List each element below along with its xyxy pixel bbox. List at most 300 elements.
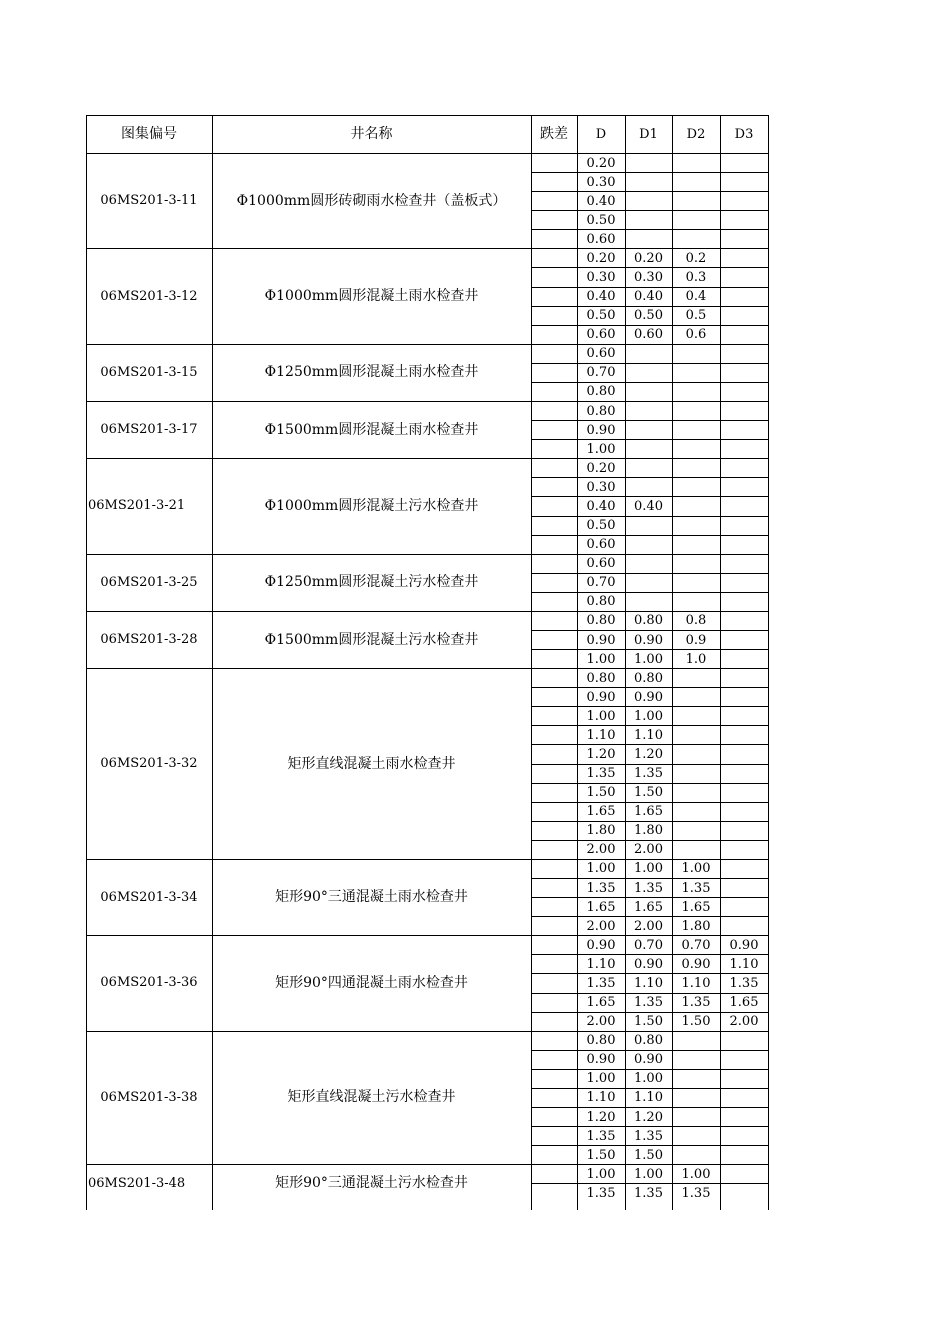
grid-line-horizontal: [531, 1126, 769, 1127]
grid-line-horizontal: [531, 1012, 769, 1013]
value-cell-d1: 2.00: [634, 918, 663, 934]
value-cell-d1: 1.65: [634, 804, 663, 820]
grid-line-horizontal: [531, 840, 769, 841]
value-cell-d2: [672, 803, 720, 821]
value-cell-d1: [625, 555, 672, 573]
grid-line-horizontal: [531, 744, 769, 745]
value-cell-d2: [672, 574, 720, 592]
value-cell-d3: [720, 669, 768, 687]
value-cell-d2: 0.2: [685, 250, 707, 266]
value-cell-d2: [672, 440, 720, 458]
value-cell-d: 0.80: [586, 670, 616, 686]
value-cell-d3: [720, 745, 768, 763]
value-cell-d2: [672, 1032, 720, 1050]
value-cell-d: 0.80: [586, 594, 616, 610]
value-cell-d2: [672, 192, 720, 210]
value-cell-d3: [720, 1070, 768, 1088]
value-cell-d1: 0.50: [634, 308, 663, 324]
value-cell-d3: [720, 288, 768, 306]
value-cell-d1: 1.50: [634, 1147, 663, 1163]
value-cell-d1: 1.50: [634, 1014, 663, 1030]
value-cell-d2: 1.35: [681, 880, 711, 896]
value-cell-d1: 1.10: [634, 1090, 663, 1106]
value-cell-d3: [720, 307, 768, 325]
value-cell-d: 1.00: [586, 1166, 616, 1182]
well-name: Φ1250mm圆形混凝土雨水检查井: [264, 364, 479, 381]
grid-line-vertical: [212, 153, 213, 1210]
value-cell-d: 0.60: [586, 537, 616, 553]
value-cell-d3: [720, 1108, 768, 1126]
value-cell-d3: [720, 784, 768, 802]
well-name: 矩形90°三通混凝土污水检查井: [275, 1175, 468, 1192]
value-cell-d: 0.20: [586, 155, 616, 171]
drawing-code: 06MS201-3-12: [100, 288, 198, 304]
value-cell-d: 1.20: [586, 747, 616, 762]
value-cell-d3: [720, 497, 768, 515]
value-cell-d1: 1.35: [634, 880, 663, 896]
value-cell-d: 0.30: [586, 270, 616, 285]
value-cell-d3: 1.35: [729, 975, 759, 991]
grid-line-vertical: [625, 153, 626, 1210]
value-cell-d: 1.00: [586, 651, 616, 667]
value-cell-d2: [672, 669, 720, 687]
value-cell-d3: [720, 612, 768, 630]
value-cell-d2: [672, 497, 720, 515]
value-cell-d3: [720, 345, 768, 363]
value-cell-d2: [672, 688, 720, 706]
value-cell-d1: [625, 345, 672, 363]
well-name: Φ1500mm圆形混凝土污水检查井: [264, 631, 479, 648]
value-cell-d2: 1.50: [681, 1014, 711, 1030]
value-cell-d: 0.60: [586, 346, 616, 362]
value-cell-d1: [625, 173, 672, 191]
value-cell-d2: [672, 784, 720, 802]
value-cell-d1: [625, 192, 672, 210]
value-cell-d1: 0.70: [634, 937, 663, 953]
grid-line-vertical: [720, 115, 721, 153]
value-cell-d: 0.80: [586, 384, 616, 400]
value-cell-d3: 2.00: [729, 1014, 759, 1030]
value-cell-d1: 1.35: [634, 766, 663, 782]
value-cell-d: 1.65: [586, 804, 616, 820]
grid-line-horizontal: [531, 420, 769, 421]
value-cell-d1: [625, 154, 672, 172]
value-cell-d2: [672, 345, 720, 363]
value-cell-d: 0.80: [586, 403, 616, 419]
value-cell-d2: 1.35: [681, 1185, 711, 1201]
value-cell-d3: [720, 459, 768, 477]
value-cell-d2: 1.80: [681, 918, 711, 934]
value-cell-d1: 1.00: [634, 651, 663, 667]
value-cell-d1: [625, 211, 672, 229]
well-name: Φ1000mm圆形混凝土雨水检查井: [264, 288, 479, 305]
value-cell-d3: [720, 574, 768, 592]
value-cell-d3: [720, 268, 768, 286]
grid-line-horizontal: [531, 573, 769, 574]
value-cell-d2: [672, 1108, 720, 1126]
well-name: 矩形直线混凝土雨水检查井: [287, 755, 456, 772]
well-name: Φ1500mm圆形混凝土雨水检查井: [264, 421, 479, 438]
grid-line-horizontal: [86, 248, 769, 249]
value-cell-d3: [720, 1127, 768, 1145]
grid-line-horizontal: [531, 783, 769, 784]
value-cell-d2: [672, 1089, 720, 1107]
value-cell-d1: [625, 402, 672, 420]
value-cell-d3: 1.10: [729, 956, 759, 972]
well-name: Φ1000mm圆形混凝土污水检查井: [264, 497, 479, 514]
grid-line-vertical: [86, 153, 87, 1210]
value-cell-d: 0.40: [586, 193, 616, 209]
grid-line-horizontal: [531, 916, 769, 917]
value-cell-d3: [720, 326, 768, 344]
value-cell-d1: 0.80: [634, 670, 663, 686]
value-cell-d2: 0.70: [681, 937, 711, 953]
value-cell-d: 0.20: [586, 250, 616, 266]
header-d3: D3: [734, 126, 754, 142]
value-cell-d3: [720, 536, 768, 554]
grid-line-horizontal: [531, 363, 769, 364]
value-cell-d: 0.60: [586, 327, 616, 343]
value-cell-d1: 0.80: [634, 1033, 663, 1049]
grid-line-vertical: [768, 153, 769, 1210]
value-cell-d: 0.50: [586, 518, 616, 534]
value-cell-d: 0.80: [586, 1033, 616, 1049]
value-cell-d2: 1.00: [681, 1166, 711, 1182]
value-cell-d: 0.90: [586, 937, 616, 953]
value-cell-d1: [625, 478, 672, 496]
grid-line-horizontal: [86, 115, 769, 116]
grid-line-horizontal: [531, 306, 769, 307]
value-cell-d: 1.35: [586, 766, 616, 782]
value-cell-d: 0.60: [586, 556, 616, 572]
value-cell-d2: [672, 421, 720, 439]
value-cell-d: 1.50: [586, 1147, 616, 1163]
value-cell-d1: 1.35: [634, 995, 663, 1011]
value-cell-d3: [720, 383, 768, 401]
value-cell-d1: 2.00: [634, 842, 663, 858]
value-cell-d1: 0.80: [634, 613, 663, 629]
drawing-code: 06MS201-3-25: [100, 574, 198, 590]
grid-line-vertical: [531, 153, 532, 1210]
grid-line-horizontal: [86, 344, 769, 345]
value-cell-d2: [672, 1127, 720, 1145]
value-cell-d3: 1.65: [729, 995, 759, 1011]
grid-line-horizontal: [531, 287, 769, 288]
well-name: 矩形直线混凝土污水检查井: [287, 1089, 456, 1106]
value-cell-d1: [625, 364, 672, 382]
grid-line-horizontal: [531, 973, 769, 974]
value-cell-d3: [720, 898, 768, 916]
value-cell-d3: [720, 478, 768, 496]
value-cell-d: 1.00: [586, 1071, 616, 1087]
grid-line-horizontal: [531, 649, 769, 650]
value-cell-d2: 1.0: [685, 651, 707, 667]
value-cell-d1: [625, 230, 672, 248]
value-cell-d3: [720, 688, 768, 706]
grid-line-horizontal: [531, 954, 769, 955]
value-cell-d: 1.10: [586, 1090, 616, 1106]
value-cell-d1: 1.00: [634, 861, 663, 877]
grid-line-horizontal: [86, 1164, 769, 1165]
value-cell-d: 2.00: [586, 842, 616, 858]
well-name: Φ1000mm圆形砖砌雨水检查井（盖板式）: [236, 192, 507, 209]
grid-line-vertical: [577, 115, 578, 153]
value-cell-d: 1.35: [586, 1185, 616, 1201]
grid-line-horizontal: [531, 897, 769, 898]
value-cell-d1: 0.90: [634, 689, 663, 705]
grid-line-vertical: [672, 115, 673, 153]
value-cell-d3: [720, 249, 768, 267]
value-cell-d: 1.00: [586, 441, 616, 457]
value-cell-d3: [720, 860, 768, 878]
value-cell-d1: 1.35: [634, 1185, 663, 1201]
grid-line-horizontal: [531, 1050, 769, 1051]
grid-line-horizontal: [86, 611, 769, 612]
value-cell-d3: [720, 879, 768, 897]
value-cell-d3: [720, 803, 768, 821]
value-cell-d2: [672, 459, 720, 477]
value-cell-d: 0.60: [586, 231, 616, 247]
well-name: 矩形90°三通混凝土雨水检查井: [275, 889, 468, 906]
value-cell-d2: [672, 841, 720, 859]
value-cell-d: 0.80: [586, 613, 616, 629]
value-cell-d2: 0.9: [685, 632, 707, 648]
value-cell-d1: 0.90: [634, 956, 663, 972]
value-cell-d1: 1.00: [634, 1071, 663, 1087]
grid-line-horizontal: [86, 1031, 769, 1032]
value-cell-d3: [720, 555, 768, 573]
value-cell-d2: [672, 1146, 720, 1164]
value-cell-d3: [720, 154, 768, 172]
value-cell-d3: [720, 364, 768, 382]
grid-line-horizontal: [531, 592, 769, 593]
grid-line-horizontal: [531, 725, 769, 726]
grid-line-horizontal: [531, 687, 769, 688]
value-cell-d: 1.10: [586, 956, 616, 972]
grid-line-horizontal: [531, 878, 769, 879]
value-cell-d2: [672, 593, 720, 611]
drawing-code: 06MS201-3-48: [88, 1175, 186, 1191]
grid-line-horizontal: [531, 802, 769, 803]
value-cell-d2: [672, 1051, 720, 1069]
value-cell-d: 0.90: [586, 632, 616, 648]
grid-line-horizontal: [86, 668, 769, 669]
value-cell-d1: 1.65: [634, 899, 663, 915]
well-name: 矩形90°四通混凝土雨水检查井: [275, 974, 468, 991]
grid-line-horizontal: [531, 229, 769, 230]
grid-line-horizontal: [531, 1183, 769, 1184]
value-cell-d: 0.90: [586, 689, 616, 705]
value-cell-d2: [672, 707, 720, 725]
value-cell-d: 1.00: [586, 708, 616, 724]
value-cell-d: 0.20: [586, 460, 616, 476]
value-cell-d2: [672, 211, 720, 229]
value-cell-d: 0.50: [586, 308, 616, 324]
value-cell-d1: 1.50: [634, 785, 663, 801]
value-cell-d2: 0.6: [685, 327, 707, 343]
grid-line-vertical: [625, 115, 626, 153]
grid-line-vertical: [86, 115, 87, 153]
drawing-code: 06MS201-3-21: [88, 498, 186, 514]
grid-line-horizontal: [531, 191, 769, 192]
value-cell-d1: 0.40: [634, 289, 663, 305]
value-cell-d: 0.90: [586, 422, 616, 438]
grid-line-horizontal: [531, 630, 769, 631]
grid-line-horizontal: [531, 1107, 769, 1108]
value-cell-d: 1.20: [586, 1109, 616, 1125]
value-cell-d: 0.40: [586, 289, 616, 305]
value-cell-d1: 1.80: [634, 823, 663, 839]
value-cell-d3: [720, 1051, 768, 1069]
value-cell-d2: 1.10: [681, 975, 711, 991]
value-cell-d: 0.40: [586, 498, 616, 514]
value-cell-d: 1.50: [586, 785, 616, 801]
well-name: Φ1250mm圆形混凝土污水检查井: [264, 574, 479, 591]
grid-line-horizontal: [86, 554, 769, 555]
grid-line-vertical: [672, 153, 673, 1210]
value-cell-d2: [672, 1070, 720, 1088]
value-cell-d2: [672, 154, 720, 172]
value-cell-d1: [625, 574, 672, 592]
value-cell-d2: [672, 402, 720, 420]
value-cell-d2: 0.5: [685, 308, 707, 324]
drawing-code: 06MS201-3-11: [100, 193, 198, 209]
value-cell-d: 1.00: [586, 861, 616, 877]
grid-line-horizontal: [531, 516, 769, 517]
value-cell-d2: [672, 517, 720, 535]
value-cell-d: 1.35: [586, 880, 616, 896]
value-cell-d2: [672, 478, 720, 496]
value-cell-d3: [720, 230, 768, 248]
value-cell-d3: [720, 1184, 768, 1202]
value-cell-d1: 1.20: [634, 1109, 663, 1125]
grid-line-horizontal: [86, 401, 769, 402]
value-cell-d3: [720, 841, 768, 859]
value-cell-d3: [720, 1146, 768, 1164]
value-cell-d3: [720, 440, 768, 458]
value-cell-d2: 0.8: [685, 613, 707, 629]
value-cell-d1: [625, 383, 672, 401]
grid-line-horizontal: [531, 1088, 769, 1089]
value-cell-d2: 1.65: [681, 899, 711, 915]
value-cell-d: 0.30: [586, 174, 616, 190]
value-cell-d2: [672, 745, 720, 763]
value-cell-d: 2.00: [586, 918, 616, 934]
value-cell-d3: [720, 402, 768, 420]
value-cell-d3: [720, 765, 768, 783]
value-cell-d1: 1.35: [634, 1128, 663, 1144]
drawing-code: 06MS201-3-17: [100, 422, 198, 438]
header-d1: D1: [639, 126, 658, 142]
value-cell-d2: [672, 822, 720, 840]
value-cell-d2: [672, 765, 720, 783]
value-cell-d: 2.00: [586, 1014, 616, 1030]
value-cell-d1: [625, 593, 672, 611]
value-cell-d: 0.30: [586, 479, 616, 495]
grid-line-vertical: [212, 115, 213, 153]
value-cell-d: 1.35: [586, 975, 616, 991]
grid-line-horizontal: [531, 496, 769, 497]
value-cell-d1: 0.90: [634, 632, 663, 648]
grid-line-vertical: [720, 153, 721, 1210]
value-cell-d3: [720, 192, 768, 210]
drawing-code: 06MS201-3-15: [100, 364, 198, 380]
value-cell-d2: 1.35: [681, 995, 711, 1011]
grid-line-horizontal: [531, 477, 769, 478]
drawing-code: 06MS201-3-34: [100, 889, 198, 905]
value-cell-d1: 1.20: [634, 747, 663, 762]
value-cell-d: 0.50: [586, 212, 616, 228]
value-cell-d: 0.70: [586, 575, 616, 591]
value-cell-d1: [625, 517, 672, 535]
grid-line-horizontal: [531, 1069, 769, 1070]
drawing-code: 06MS201-3-28: [100, 632, 198, 648]
drawing-code: 06MS201-3-32: [100, 756, 198, 772]
grid-line-horizontal: [531, 535, 769, 536]
grid-line-vertical: [531, 115, 532, 153]
grid-line-horizontal: [531, 993, 769, 994]
drawing-code: 06MS201-3-38: [100, 1089, 198, 1105]
drawing-code: 06MS201-3-36: [100, 975, 198, 991]
value-cell-d3: [720, 1089, 768, 1107]
value-cell-d3: [720, 593, 768, 611]
value-cell-d3: [720, 421, 768, 439]
value-cell-d1: 1.00: [634, 1166, 663, 1182]
grid-line-horizontal: [531, 172, 769, 173]
value-cell-d3: [720, 650, 768, 668]
grid-line-horizontal: [531, 1145, 769, 1146]
value-cell-d1: 0.30: [634, 270, 663, 285]
value-cell-d2: [672, 173, 720, 191]
value-cell-d2: [672, 555, 720, 573]
grid-line-vertical: [768, 115, 769, 153]
header-d2: D2: [686, 126, 706, 142]
grid-line-vertical: [577, 153, 578, 1210]
value-cell-d2: [672, 536, 720, 554]
value-cell-d3: [720, 517, 768, 535]
value-cell-d2: [672, 230, 720, 248]
value-cell-d1: 0.60: [634, 327, 663, 343]
header-code: 图集偏号: [121, 126, 177, 142]
value-cell-d2: 0.4: [685, 289, 707, 305]
value-cell-d: 1.35: [586, 1128, 616, 1144]
value-cell-d3: [720, 211, 768, 229]
value-cell-d1: 1.10: [634, 727, 663, 743]
value-cell-d2: [672, 726, 720, 744]
value-cell-d: 1.65: [586, 995, 616, 1011]
value-cell-d3: 0.90: [729, 937, 759, 953]
value-cell-d2: 0.3: [685, 270, 707, 285]
value-cell-d: 0.70: [586, 365, 616, 381]
grid-line-horizontal: [531, 764, 769, 765]
value-cell-d1: [625, 459, 672, 477]
grid-line-horizontal: [531, 210, 769, 211]
value-cell-d3: [720, 726, 768, 744]
header-name: 井名称: [350, 126, 393, 142]
grid-line-horizontal: [86, 458, 769, 459]
value-cell-d1: 1.00: [634, 708, 663, 724]
value-cell-d3: [720, 173, 768, 191]
grid-line-horizontal: [86, 935, 769, 936]
grid-line-horizontal: [531, 706, 769, 707]
grid-line-horizontal: [531, 382, 769, 383]
value-cell-d3: [720, 1032, 768, 1050]
value-cell-d: 1.80: [586, 823, 616, 839]
grid-line-horizontal: [531, 325, 769, 326]
value-cell-d: 1.10: [586, 727, 616, 743]
value-cell-d2: [672, 383, 720, 401]
value-cell-d1: 0.40: [634, 498, 663, 514]
